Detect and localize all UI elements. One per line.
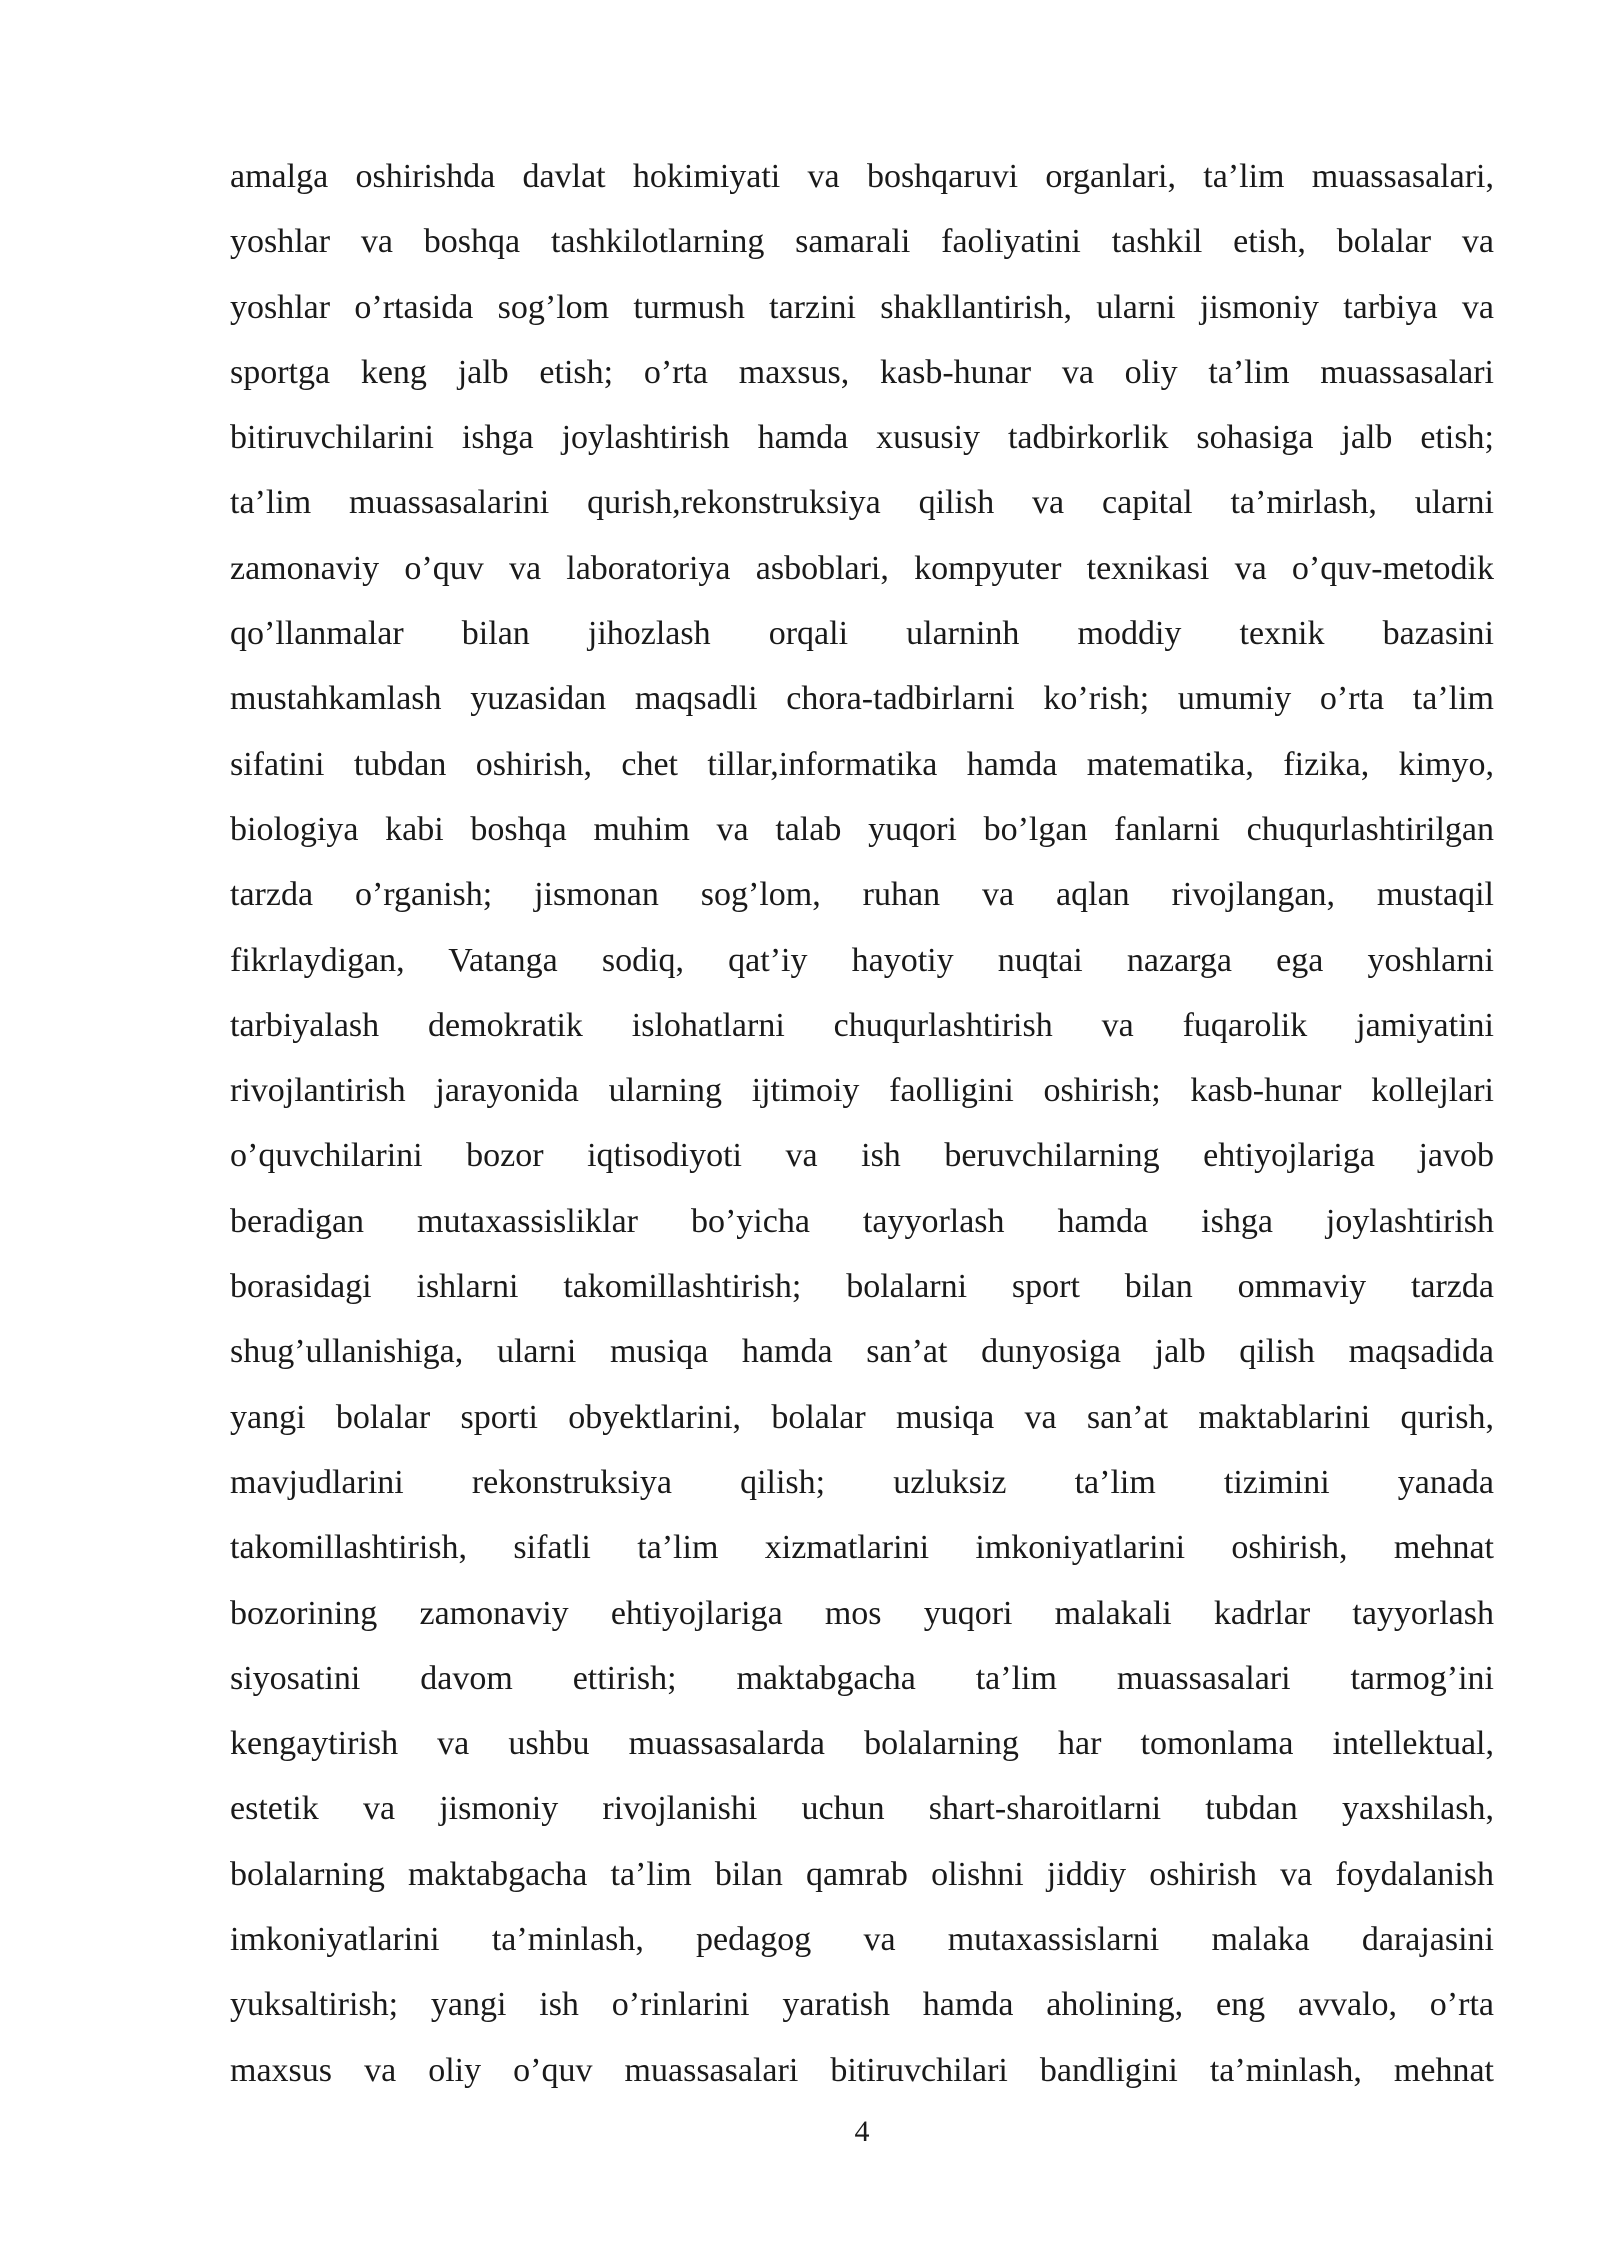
text-line: mavjudlarini rekonstruksiya qilish; uzluksiz ta’lim tizimini yanada: [230, 1463, 1494, 1501]
text-line: qo’llanmalar bilan jihozlash orqali ularninh moddiy texnik bazasini: [230, 615, 1494, 653]
text-line: maxsus va oliy o’quv muassasalari bitiruvchilari bandligini ta’minlash, mehnat: [230, 2051, 1494, 2089]
text-line: bitiruvchilarini ishga joylashtirish hamda xususiy tadbirkorlik sohasiga jalb etish;: [230, 419, 1494, 457]
text-line: estetik va jismoniy rivojlanishi uchun shart-sharoitlarni tubdan yaxshilash,: [230, 1790, 1494, 1828]
text-line: sportga keng jalb etish; o’rta maxsus, kasb-hunar va oliy ta’lim muassasalari: [230, 353, 1494, 391]
text-line: fikrlaydigan, Vatanga sodiq, qat’iy hayotiy nuqtai nazarga ega yoshlarni: [230, 941, 1494, 979]
text-line: ta’lim muassasalarini qurish,rekonstruksiya qilish va capital ta’mirlash, ularni: [230, 484, 1494, 522]
text-line: yangi bolalar sporti obyektlarini, bolalar musiqa va san’at maktablarini qurish,: [230, 1398, 1494, 1436]
text-line: yoshlar o’rtasida sog’lom turmush tarzini shakllantirish, ularni jismoniy tarbiya va: [230, 288, 1494, 326]
text-line: yoshlar va boshqa tashkilotlarning samarali faoliyatini tashkil etish, bolalar va: [230, 223, 1494, 261]
text-line: biologiya kabi boshqa muhim va talab yuqori bo’lgan fanlarni chuqurlashtirilgan: [230, 810, 1494, 848]
text-line: tarzda o’rganish; jismonan sog’lom, ruhan va aqlan rivojlangan, mustaqil: [230, 876, 1494, 914]
text-line: o’quvchilarini bozor iqtisodiyoti va ish beruvchilarning ehtiyojlariga javob: [230, 1137, 1494, 1175]
text-line: zamonaviy o’quv va laboratoriya asboblari, kompyuter texnikasi va o’quv-metodik: [230, 549, 1494, 587]
text-line: shug’ullanishiga, ularni musiqa hamda san’at dunyosiga jalb qilish maqsadida: [230, 1333, 1494, 1371]
page-number: 4: [854, 2115, 870, 2148]
text-line: yuksaltirish; yangi ish o’rinlarini yaratish hamda aholining, eng avvalo, o’rta: [230, 1986, 1494, 2024]
text-line: siyosatini davom ettirish; maktabgacha ta’lim muassasalari tarmog’ini: [230, 1659, 1494, 1697]
text-line: imkoniyatlarini ta’minlash, pedagog va mutaxassislarni malaka darajasini: [230, 1921, 1494, 1959]
body-text: [230, 150, 1494, 2109]
text-line: tarbiyalash demokratik islohatlarni chuqurlashtirish va fuqarolik jamiyatini: [230, 1006, 1494, 1044]
text-line: kengaytirish va ushbu muassasalarda bolalarning har tomonlama intellektual,: [230, 1725, 1494, 1763]
text-line: mustahkamlash yuzasidan maqsadli chora-tadbirlarni ko’rish; umumiy o’rta ta’lim: [230, 680, 1494, 718]
text-line: borasidagi ishlarni takomillashtirish; bolalarni sport bilan ommaviy tarzda: [230, 1268, 1494, 1306]
text-line: amalga oshirishda davlat hokimiyati va boshqaruvi organlari, ta’lim muassasalari,: [230, 158, 1494, 195]
text-line: sifatini tubdan oshirish, chet tillar,informatika hamda matematika, fizika, kimyo,: [230, 745, 1494, 783]
text-line: rivojlantirish jarayonida ularning ijtimoiy faolligini oshirish; kasb-hunar kollejlari: [230, 1072, 1494, 1110]
text-line: bolalarning maktabgacha ta’lim bilan qamrab olishni jiddiy oshirish va foydalanish: [230, 1855, 1494, 1893]
text-line: takomillashtirish, sifatli ta’lim xizmatlarini imkoniyatlarini oshirish, mehnat: [230, 1529, 1494, 1567]
text-line: bozorining zamonaviy ehtiyojlariga mos yuqori malakali kadrlar tayyorlash: [230, 1594, 1494, 1632]
text-line: beradigan mutaxassisliklar bo’yicha tayyorlash hamda ishga joylashtirish: [230, 1202, 1494, 1240]
